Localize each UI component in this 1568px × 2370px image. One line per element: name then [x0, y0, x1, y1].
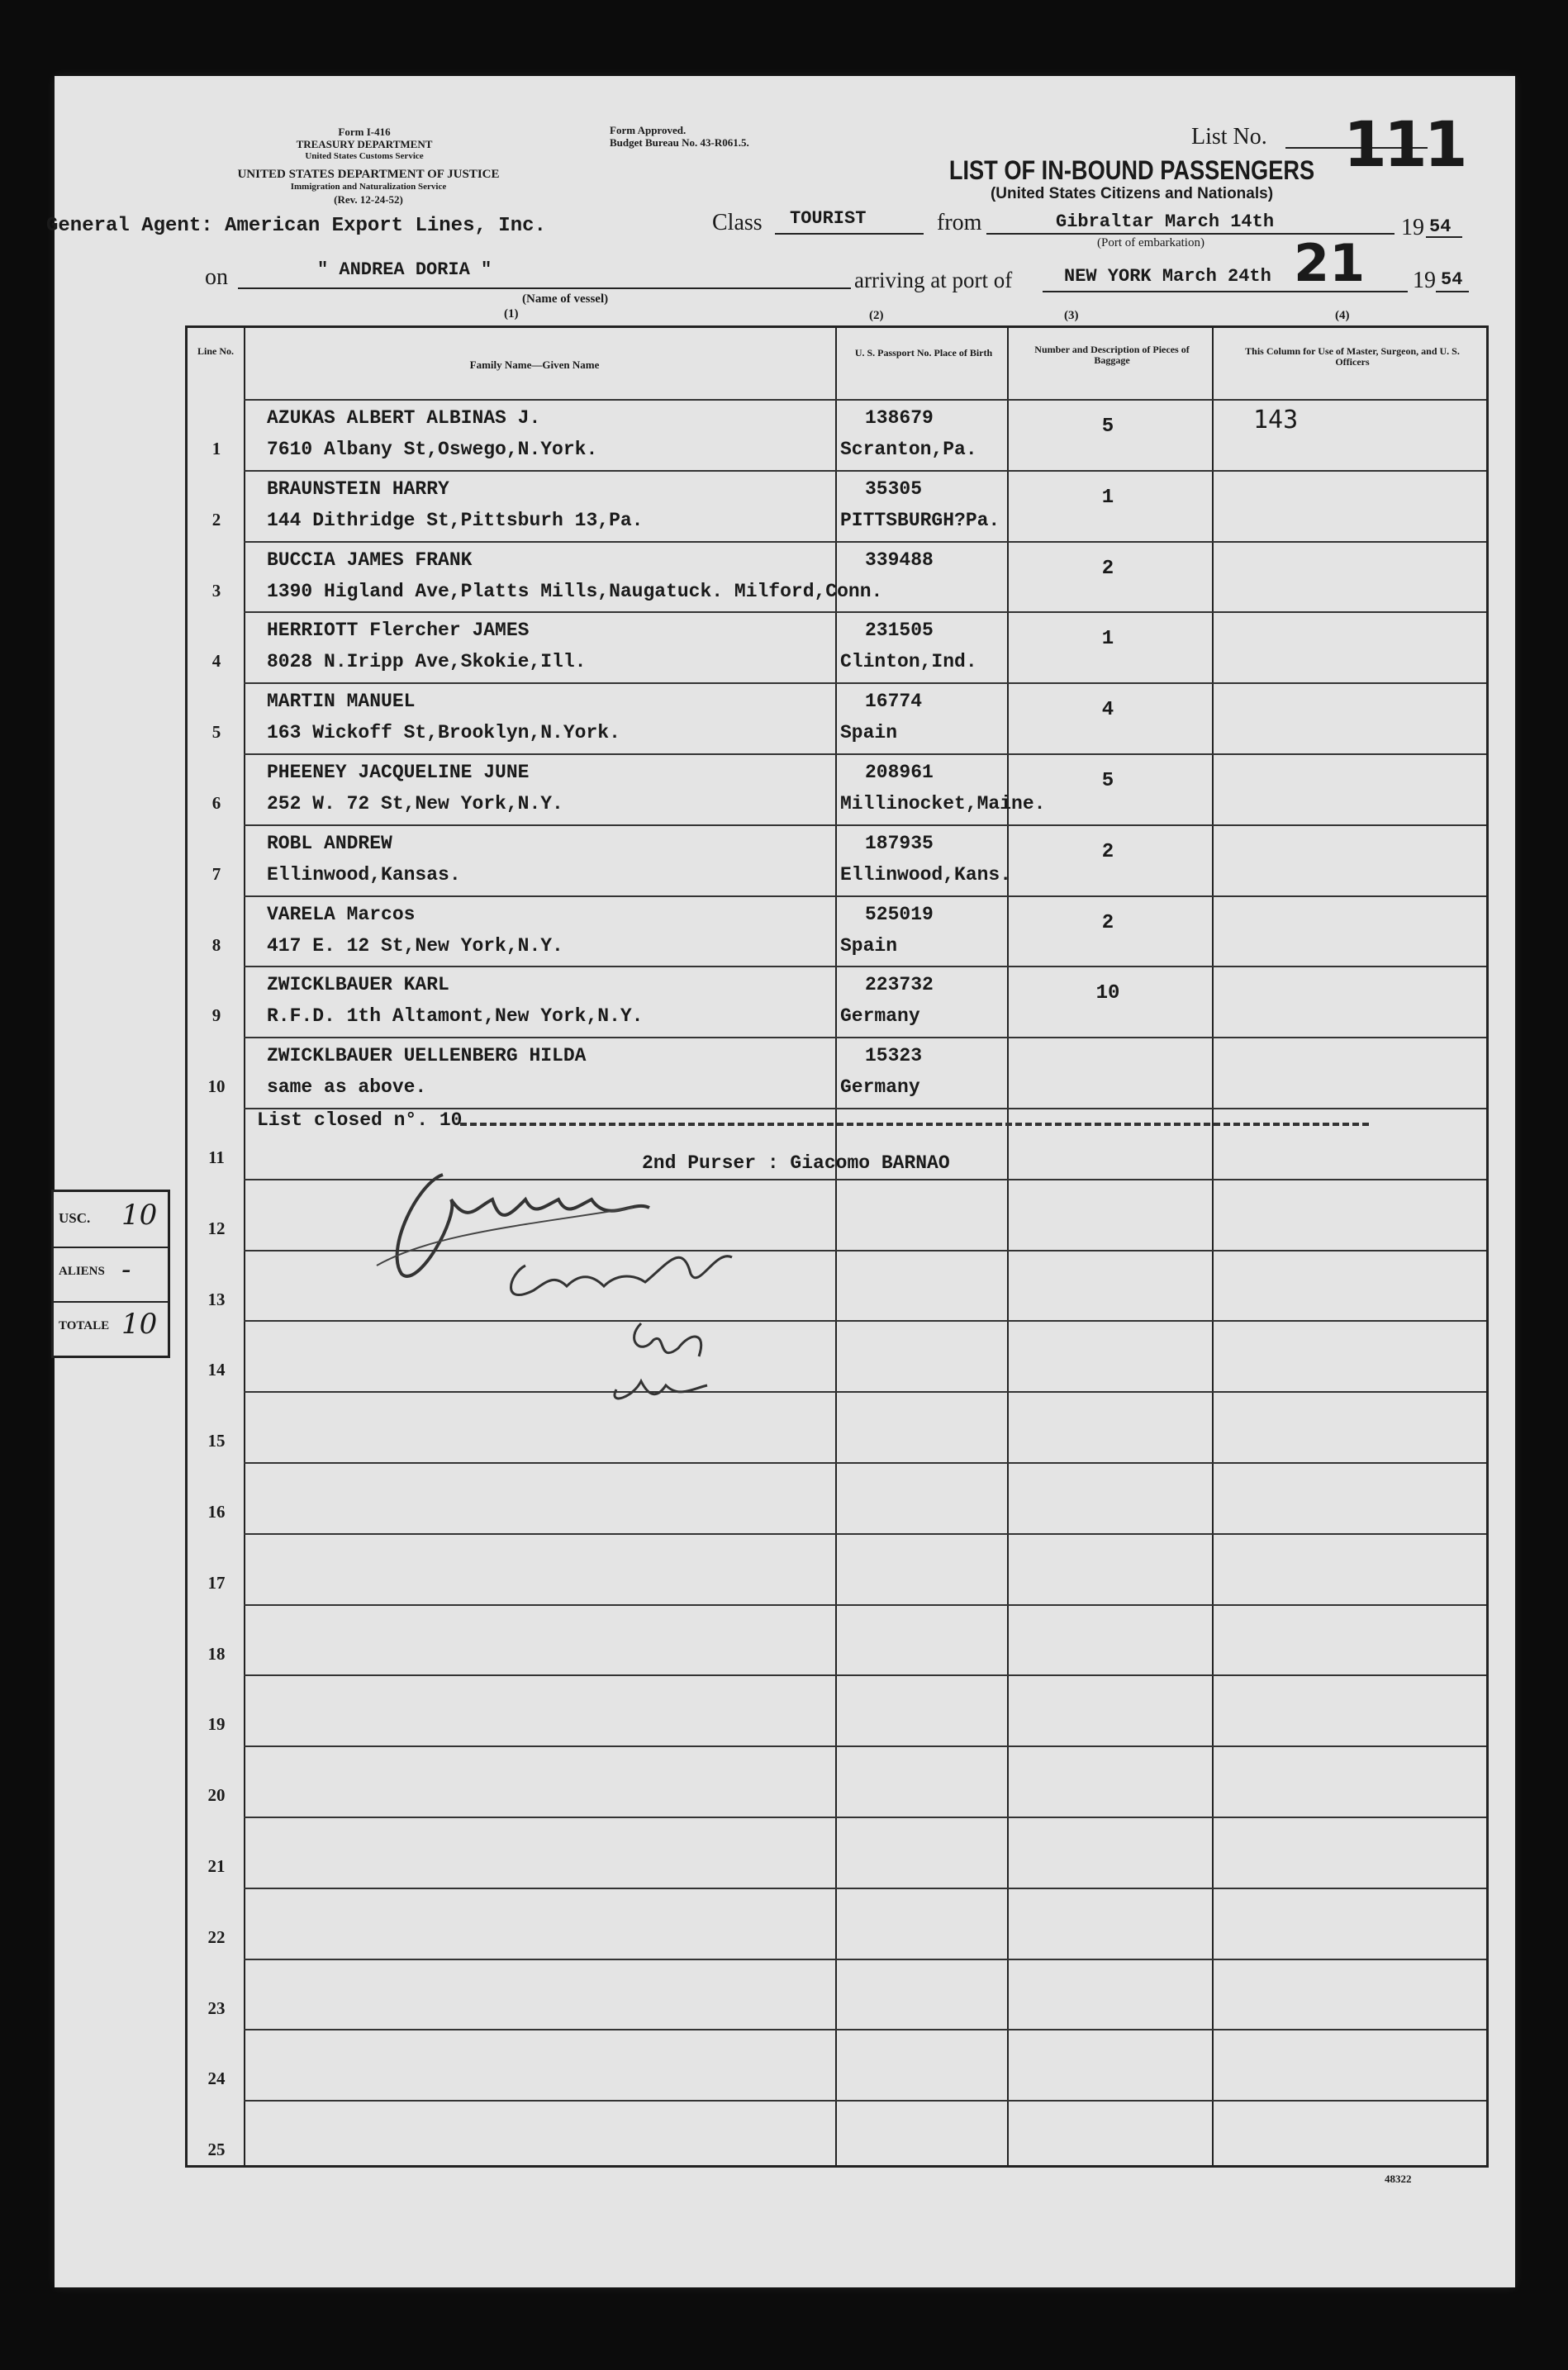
row-rule: [244, 611, 1486, 613]
line-number: 24: [207, 2068, 226, 2089]
passenger-name: HERRIOTT Flercher JAMES: [267, 620, 530, 642]
customs-service: United States Customs Service: [305, 151, 424, 161]
col3-caption: (3): [1064, 309, 1079, 322]
passport-number: 231505: [865, 620, 934, 642]
row-rule: [244, 1462, 1486, 1464]
passenger-list-document: [46, 76, 1515, 2287]
column-divider: [1212, 328, 1214, 2165]
form-code: 48322: [1385, 2173, 1412, 2185]
ins-name: Immigration and Naturalization Service: [290, 182, 447, 192]
place-of-birth: Germany: [840, 1005, 920, 1028]
place-of-birth: Ellinwood,Kans.: [840, 863, 1012, 886]
header-line-no: Line No.: [197, 345, 234, 357]
summary-usc-row: [54, 1192, 168, 1248]
treasury-department: TREASURY DEPARTMENT: [296, 138, 433, 150]
baggage-count: 10: [1095, 982, 1120, 1005]
line-number: 17: [207, 1572, 226, 1593]
form-number: Form I-416: [338, 126, 391, 138]
passenger-address: 163 Wickoff St,Brooklyn,N.York.: [267, 722, 620, 744]
baggage-count: 2: [1101, 557, 1114, 580]
passport-number: 525019: [865, 903, 934, 925]
line-number: 13: [207, 1289, 226, 1309]
from-value: Gibraltar March 14th: [1056, 211, 1275, 232]
revision-date: (Rev. 12-24-52): [334, 193, 403, 206]
line-number: 15: [207, 1431, 226, 1451]
purser-name: 2nd Purser : Giacomo BARNAO: [642, 1152, 950, 1174]
passenger-address: 144 Dithridge St,Pittsburh 13,Pa.: [267, 509, 644, 531]
place-of-birth: Clinton,Ind.: [840, 651, 977, 673]
justice-block: [203, 169, 534, 206]
from-label: from: [937, 210, 982, 235]
passport-number: 339488: [865, 549, 934, 571]
passenger-name: ZWICKLBAUER KARL: [267, 974, 449, 996]
vessel-caption: (Name of vessel): [522, 292, 609, 306]
baggage-count: 2: [1101, 911, 1114, 934]
total-value: 10: [121, 1308, 158, 1341]
justice-department: UNITED STATES DEPARTMENT OF JUSTICE: [237, 168, 500, 181]
line-number: 7: [211, 863, 221, 884]
row-rule: [244, 1604, 1486, 1606]
baggage-count: 1: [1101, 628, 1114, 651]
row-rule: [244, 541, 1486, 543]
row-rule: [244, 1674, 1486, 1676]
line-number: 21: [207, 1856, 226, 1876]
aliens-value: -: [121, 1253, 131, 1286]
class-value: TOURIST: [790, 208, 867, 229]
baggage-count: 2: [1101, 840, 1114, 863]
passenger-address: R.F.D. 1th Altamont,New York,N.Y.: [267, 1005, 644, 1028]
line-number: 25: [207, 2140, 226, 2160]
header-rule: [244, 399, 1486, 401]
total-label: TOTALE: [59, 1319, 110, 1332]
passenger-name: PHEENEY JACQUELINE JUNE: [267, 762, 530, 783]
place-of-birth: Germany: [840, 1076, 920, 1099]
arriving-label: arriving at port of: [854, 268, 1013, 292]
place-of-birth: PITTSBURGH?Pa.: [840, 509, 1000, 531]
row-rule: [244, 1533, 1486, 1535]
row-rule: [244, 753, 1486, 755]
passenger-address: 7610 Albany St,Oswego,N.York.: [267, 439, 598, 460]
passenger-address: Ellinwood,Kansas.: [267, 863, 461, 886]
line-number: 23: [207, 1997, 226, 2018]
place-of-birth: Spain: [840, 722, 898, 744]
passenger-name: AZUKAS ALBERT ALBINAS J.: [267, 407, 541, 429]
column-divider: [1007, 328, 1009, 2165]
place-of-birth: Spain: [840, 934, 898, 957]
passenger-address: 1390 Higland Ave,Platts Mills,Naugatuck. Milford,Conn.: [267, 580, 883, 602]
form-header-block: [269, 126, 459, 163]
port-embarkation-caption: (Port of embarkation): [1097, 236, 1205, 249]
line-number: 20: [207, 1785, 226, 1806]
passenger-name: VARELA Marcos: [267, 903, 416, 925]
row-rule: [244, 1817, 1486, 1818]
column-divider: [244, 328, 245, 2165]
general-agent: General Agent: American Export Lines, Inc.: [46, 215, 546, 237]
passport-number: 15323: [865, 1045, 923, 1067]
on-label: on: [205, 264, 228, 290]
passport-number: 16774: [865, 691, 923, 713]
passenger-name: ROBL ANDREW: [267, 832, 392, 854]
class-label: Class: [712, 210, 763, 235]
passport-number: 208961: [865, 762, 934, 783]
place-of-birth: Millinocket,Maine.: [840, 793, 1046, 815]
year-suffix-2: 54: [1441, 269, 1463, 290]
col1-caption: (1): [504, 307, 519, 321]
baggage-count: 4: [1101, 699, 1114, 722]
passenger-address: 252 W. 72 St,New York,N.Y.: [267, 793, 563, 815]
baggage-count: 1: [1101, 486, 1114, 509]
column-divider: [835, 328, 837, 2165]
passenger-address: 8028 N.Iripp Ave,Skokie,Ill.: [267, 651, 587, 673]
row-rule: [244, 1959, 1486, 1960]
row-rule: [244, 2029, 1486, 2030]
line-number: 9: [211, 1005, 221, 1026]
passenger-name: BRAUNSTEIN HARRY: [267, 477, 449, 500]
passenger-address: 417 E. 12 St,New York,N.Y.: [267, 934, 563, 957]
line-number: 12: [207, 1218, 226, 1238]
passenger-name: MARTIN MANUEL: [267, 691, 416, 713]
row-rule: [244, 895, 1486, 897]
header-officers: This Column for Use of Master, Surgeon, and U. S. Officers: [1245, 345, 1460, 368]
line-number: 19: [207, 1714, 226, 1735]
row-rule: [244, 1888, 1486, 1889]
col4-caption: (4): [1335, 309, 1350, 322]
usc-value: 10: [121, 1199, 158, 1232]
passenger-address: same as above.: [267, 1076, 427, 1099]
row-rule: [244, 2100, 1486, 2102]
col2-caption: (2): [869, 309, 884, 322]
passport-number: 138679: [865, 407, 934, 429]
row-rule: [244, 1037, 1486, 1038]
line-number: 2: [211, 509, 221, 530]
closing-dash-line: [460, 1123, 1369, 1126]
line-number: 18: [207, 1643, 226, 1664]
header-name: Family Name—Given Name: [469, 359, 600, 371]
line-number: 16: [207, 1502, 226, 1522]
header-baggage: Number and Description of Pieces of Baggage: [1034, 344, 1190, 366]
place-of-birth: Scranton,Pa.: [840, 439, 977, 460]
officer-note: 143: [1253, 406, 1299, 435]
summary-stamp: [51, 1190, 170, 1358]
row-rule: [244, 470, 1486, 472]
row-rule: [244, 682, 1486, 684]
vessel-name: " ANDREA DORIA ": [317, 259, 492, 280]
year-suffix-1: 54: [1429, 216, 1452, 237]
line-number: 3: [211, 580, 221, 601]
arriving-value: NEW YORK March 24th: [1064, 266, 1271, 287]
class-underline: [775, 233, 924, 235]
usc-label: USC.: [59, 1210, 91, 1226]
list-no-label: List No.: [1191, 124, 1267, 150]
passport-number: 187935: [865, 832, 934, 854]
year-prefix-2: 19: [1413, 268, 1436, 293]
list-no-value: 111: [1343, 107, 1465, 181]
page-subtitle: (United States Citizens and Nationals): [990, 185, 1274, 202]
form-approved: Form Approved.: [610, 124, 687, 136]
page-title: LIST OF IN-BOUND PASSENGERS: [948, 155, 1315, 185]
aliens-label: ALIENS: [59, 1265, 105, 1278]
passenger-name: BUCCIA JAMES FRANK: [267, 549, 473, 571]
line-number: 10: [207, 1076, 226, 1097]
passenger-name: ZWICKLBAUER UELLENBERG HILDA: [267, 1045, 587, 1067]
line-number: 6: [211, 793, 221, 813]
row-rule: [244, 966, 1486, 967]
baggage-count: 5: [1101, 416, 1114, 438]
summary-total-row: [54, 1301, 168, 1356]
line-number: 1: [211, 439, 221, 458]
vessel-underline: [238, 287, 851, 289]
inspector-signature: [368, 1150, 765, 1431]
line-number: 4: [211, 651, 221, 672]
passport-number: 35305: [865, 477, 923, 500]
line-number: 11: [208, 1147, 225, 1167]
summary-aliens-row: [54, 1247, 168, 1303]
baggage-count: 5: [1101, 770, 1114, 792]
line-number: 5: [211, 722, 221, 743]
line-number: 22: [207, 1926, 226, 1947]
line-number: 8: [211, 934, 221, 955]
year-prefix-1: 19: [1401, 215, 1424, 240]
year-underline-2: [1436, 291, 1469, 292]
approval-block: [610, 124, 808, 149]
line-number: 14: [207, 1360, 226, 1380]
passport-number: 223732: [865, 974, 934, 996]
row-rule: [244, 824, 1486, 826]
list-closed-note: List closed n°. 10: [257, 1109, 463, 1131]
row-rule: [244, 1745, 1486, 1747]
budget-bureau: Budget Bureau No. 43-R061.5.: [610, 136, 749, 149]
arrival-day-stamp: 21: [1294, 233, 1366, 293]
header-passport: U. S. Passport No. Place of Birth: [854, 347, 993, 359]
